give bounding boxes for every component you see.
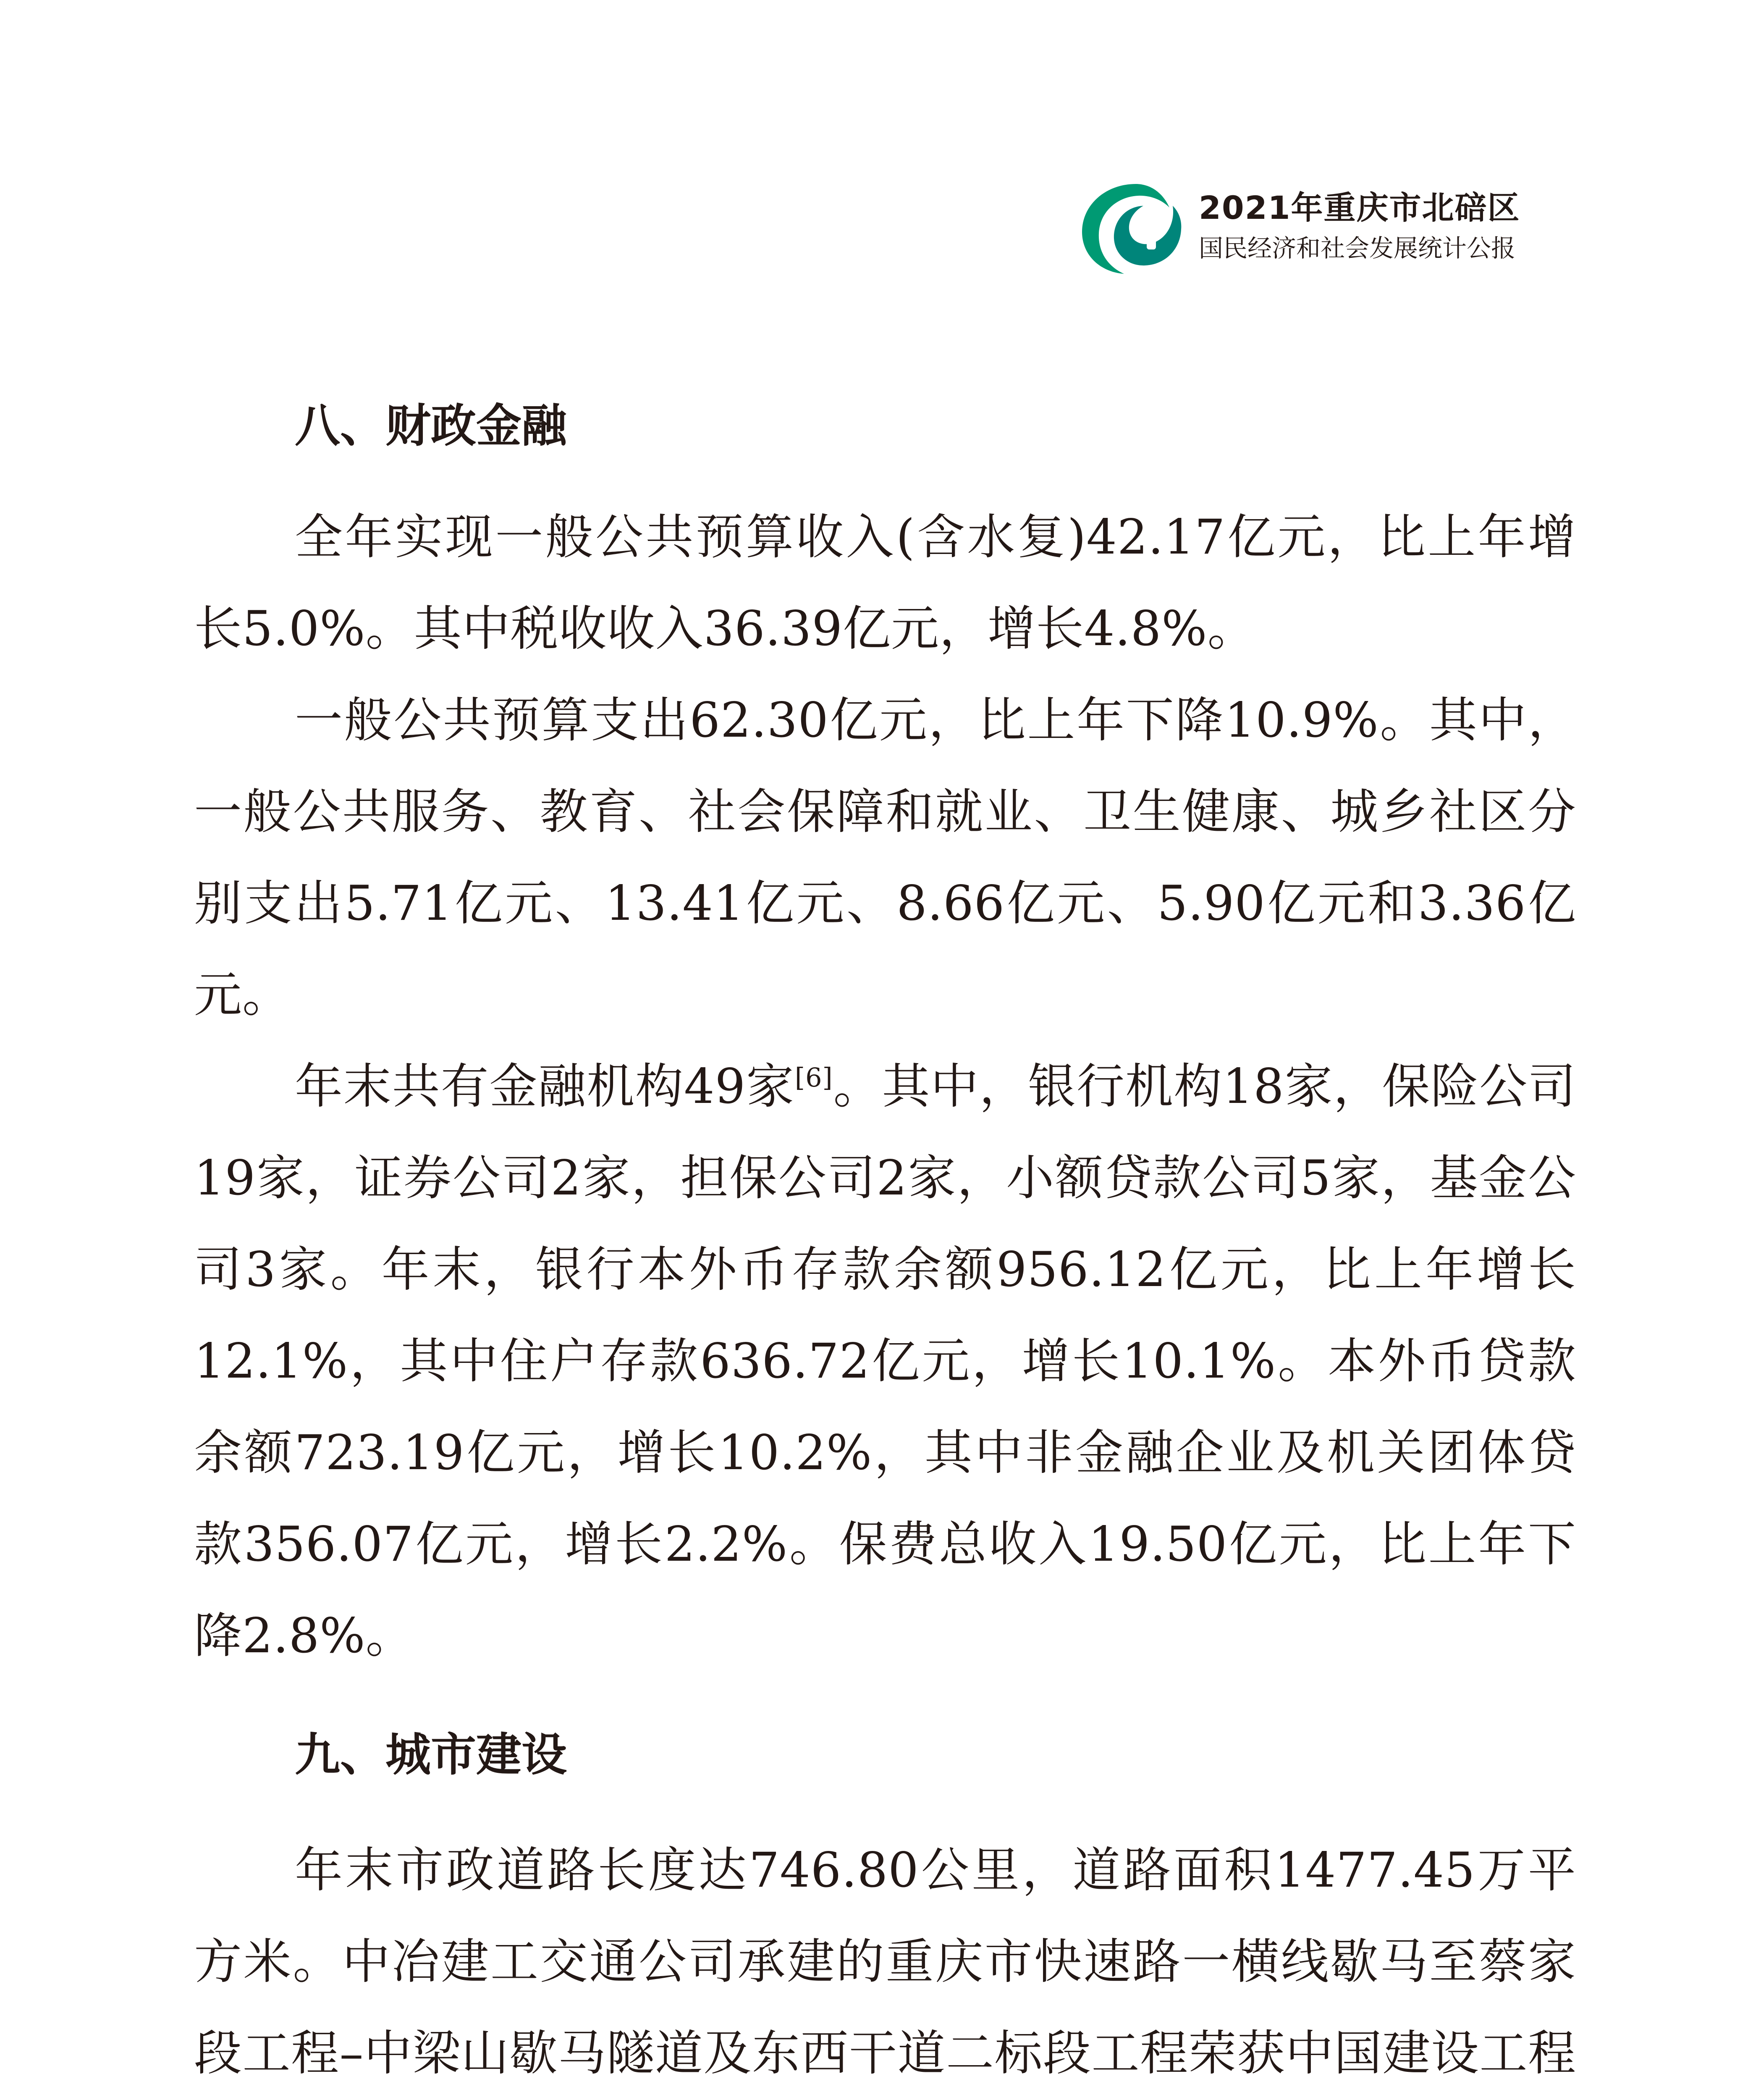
paragraph-urban-construction: 年末市政道路长度达746.80公里，道路面积1477.45万平方米。中冶建工交通公司承建的重庆市快速路一横线歇马至蔡家段工程–中梁山歇马隧道及东西干道二标段工程荣获中国建设工程	[194, 1842, 1576, 2081]
header-title: 2021年重庆市北碚区	[1199, 189, 1520, 226]
paragraph-budget-expenditure: 一般公共预算支出62.30亿元，比上年下降10.9%。其中，一般公共服务、教育、社会保障和就业、卫生健康、城乡社区分别支出5.71亿元、13.41亿元、8.66亿元、5.90亿元和3.36亿元。	[194, 692, 1576, 1023]
page-header	[1073, 166, 1577, 284]
paragraph-budget-revenue: 全年实现一般公共预算收入(含水复)42.17亿元，比上年增长5.0%。其中税收收入36.39亿元，增长4.8%。	[194, 509, 1576, 656]
paragraph-financial-institutions	[194, 1041, 1576, 1682]
page-content	[194, 395, 1576, 2100]
finance-text-part-2: 。其中，银行机构18家，保险公司19家，证券公司2家，担保公司2家，小额贷款公司5家，基金公司3家。年末，银行本外币存款余额956.12亿元，比上年增长12.1%，其中住户存款636.72亿元，增长10.1%。本外币贷款余额723.19亿元，增长10.2%，其中非金融企业及机关团体贷款356.07亿元，增长2.2%。保费总收入19.50亿元，比上年下降2.8%。	[194, 1058, 1577, 1664]
header-text	[1199, 187, 1520, 266]
finance-text-part-1: 年末共有金融机构49家	[295, 1058, 795, 1114]
section-heading-urban-construction: 九、城市建设	[295, 1729, 567, 1781]
bulletin-logo-icon	[1073, 176, 1195, 277]
footnote-reference[interactable]: [6]	[794, 1062, 833, 1093]
section-heading-finance: 八、财政金融	[295, 400, 567, 452]
header-subtitle: 国民经济和社会发展统计公报	[1199, 234, 1516, 262]
